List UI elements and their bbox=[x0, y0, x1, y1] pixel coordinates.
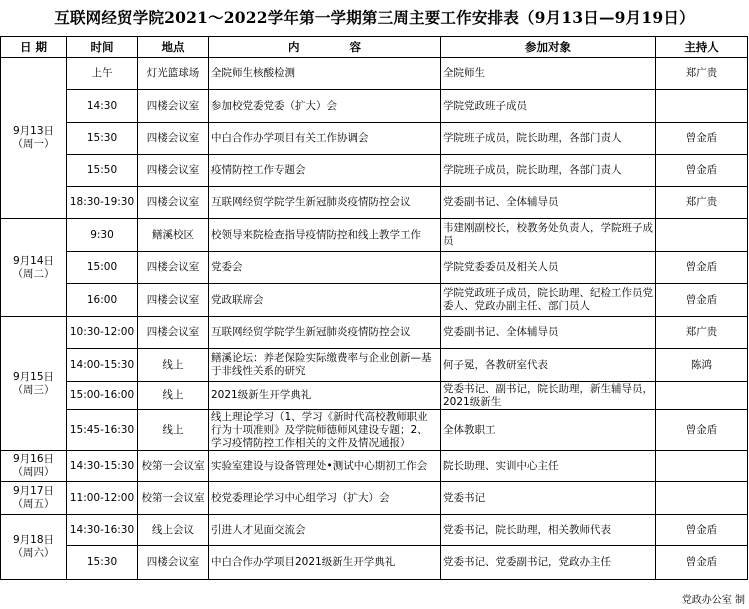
time-cell: 15:50 bbox=[67, 155, 138, 187]
host-cell: 陈鸿 bbox=[656, 349, 748, 382]
attendees-cell: 学院班子成员，院长助理，各部门责人 bbox=[441, 123, 656, 155]
host-cell: 曾金盾 bbox=[656, 410, 748, 451]
date-cell: 9月14日 （周二） bbox=[1, 219, 67, 317]
location-cell: 四楼会议室 bbox=[138, 155, 209, 187]
time-cell: 上午 bbox=[67, 58, 138, 90]
table-row bbox=[1, 349, 748, 382]
date-cell: 9月18日 （周六） bbox=[1, 515, 67, 580]
content-cell: 校党委理论学习中心组学习（扩大）会 bbox=[209, 482, 441, 515]
table-row bbox=[1, 123, 748, 155]
attendees-cell: 院长助理、实训中心主任 bbox=[441, 451, 656, 482]
time-cell: 15:00-16:00 bbox=[67, 382, 138, 410]
table-row bbox=[1, 317, 748, 349]
location-cell: 校第一会议室 bbox=[138, 482, 209, 515]
date-cell: 9月15日 （周三） bbox=[1, 317, 67, 451]
location-cell: 线上 bbox=[138, 382, 209, 410]
location-cell: 四楼会议室 bbox=[138, 123, 209, 155]
time-cell: 15:45-16:30 bbox=[67, 410, 138, 451]
attendees-cell: 全体教职工 bbox=[441, 410, 656, 451]
time-cell: 15:30 bbox=[67, 546, 138, 580]
time-cell: 15:00 bbox=[67, 252, 138, 284]
attendees-cell: 全院师生 bbox=[441, 58, 656, 90]
content-cell: 线上理论学习（1、学习《新时代高校教师职业行为十项准则》及学院师德师风建设专题；2、学习疫情防控工作相关的文件及情况通报） bbox=[209, 410, 441, 451]
host-cell: 郑广贵 bbox=[656, 187, 748, 219]
attendees-cell: 党委书记、党委副书记，党政办主任 bbox=[441, 546, 656, 580]
table-row bbox=[1, 515, 748, 546]
date-cell: 9月13日 （周一） bbox=[1, 58, 67, 219]
location-cell: 四楼会议室 bbox=[138, 546, 209, 580]
content-cell: 党委会 bbox=[209, 252, 441, 284]
attendees-cell: 党委书记、副书记，院长助理，新生辅导员，2021级新生 bbox=[441, 382, 656, 410]
location-cell: 线上会议 bbox=[138, 515, 209, 546]
location-cell: 线上 bbox=[138, 410, 209, 451]
table-row bbox=[1, 284, 748, 317]
time-cell: 14:30-15:30 bbox=[67, 451, 138, 482]
content-cell: 中白合作办学项目有关工作协调会 bbox=[209, 123, 441, 155]
content-cell: 鳝溪论坛：养老保险实际缴费率与企业创新—基于非线性关系的研究 bbox=[209, 349, 441, 382]
date-cell: 9月16日 （周四） bbox=[1, 451, 67, 482]
footer-note: 党政办公室 制 bbox=[681, 595, 745, 606]
host-cell: 曾金盾 bbox=[656, 284, 748, 317]
attendees-cell: 学院班子成员，院长助理，各部门责人 bbox=[441, 155, 656, 187]
table-row bbox=[1, 252, 748, 284]
attendees-cell: 党委书记 bbox=[441, 482, 656, 515]
content-cell: 中白合作办学项目2021级新生开学典礼 bbox=[209, 546, 441, 580]
time-cell: 16:00 bbox=[67, 284, 138, 317]
host-cell: 曾金盾 bbox=[656, 123, 748, 155]
header-time: 时间 bbox=[67, 37, 138, 58]
table-row bbox=[1, 187, 748, 219]
location-cell: 四楼会议室 bbox=[138, 284, 209, 317]
attendees-cell: 党委副书记、全体辅导员 bbox=[441, 317, 656, 349]
table-row bbox=[1, 155, 748, 187]
attendees-cell: 韦建刚副校长，校教务处负责人，学院班子成员 bbox=[441, 219, 656, 252]
attendees-cell: 学院党委委员及相关人员 bbox=[441, 252, 656, 284]
content-cell: 全院师生核酸检测 bbox=[209, 58, 441, 90]
table-row bbox=[1, 382, 748, 410]
schedule-table bbox=[0, 36, 748, 580]
time-cell: 11:00-12:00 bbox=[67, 482, 138, 515]
content-cell: 疫情防控工作专题会 bbox=[209, 155, 441, 187]
time-cell: 15:30 bbox=[67, 123, 138, 155]
content-cell: 校领导来院检查指导疫情防控和线上教学工作 bbox=[209, 219, 441, 252]
host-cell bbox=[656, 382, 748, 410]
host-cell: 曾金盾 bbox=[656, 515, 748, 546]
location-cell: 四楼会议室 bbox=[138, 187, 209, 219]
attendees-cell: 党委副书记、全体辅导员 bbox=[441, 187, 656, 219]
host-cell bbox=[656, 451, 748, 482]
attendees-cell: 何子冕，各教研室代表 bbox=[441, 349, 656, 382]
content-cell: 引进人才见面交流会 bbox=[209, 515, 441, 546]
content-cell: 互联网经贸学院学生新冠肺炎疫情防控会议 bbox=[209, 317, 441, 349]
location-cell: 四楼会议室 bbox=[138, 252, 209, 284]
header-location: 地点 bbox=[138, 37, 209, 58]
header-attendees: 参加对象 bbox=[441, 37, 656, 58]
host-cell bbox=[656, 219, 748, 252]
header-row bbox=[1, 37, 748, 58]
content-cell: 党政联席会 bbox=[209, 284, 441, 317]
schedule-body bbox=[1, 58, 748, 580]
table-row bbox=[1, 58, 748, 90]
location-cell: 灯光篮球场 bbox=[138, 58, 209, 90]
location-cell: 四楼会议室 bbox=[138, 90, 209, 123]
table-row bbox=[1, 451, 748, 482]
content-cell: 互联网经贸学院学生新冠肺炎疫情防控会议 bbox=[209, 187, 441, 219]
host-cell: 曾金盾 bbox=[656, 155, 748, 187]
time-cell: 9:30 bbox=[67, 219, 138, 252]
host-cell: 郑广贵 bbox=[656, 58, 748, 90]
attendees-cell: 党委书记，院长助理，相关教师代表 bbox=[441, 515, 656, 546]
time-cell: 14:00-15:30 bbox=[67, 349, 138, 382]
page-title: 互联网经贸学院2021～2022学年第一学期第三周主要工作安排表（9月13日—9月19日） bbox=[54, 8, 695, 27]
time-cell: 10:30-12:00 bbox=[67, 317, 138, 349]
content-cell: 参加校党委党委（扩大）会 bbox=[209, 90, 441, 123]
time-cell: 14:30 bbox=[67, 90, 138, 123]
host-cell: 曾金盾 bbox=[656, 252, 748, 284]
location-cell: 线上 bbox=[138, 349, 209, 382]
attendees-cell: 学院党政班子成员，院长助理、纪检工作员党委人、党政办副主任、部门员人 bbox=[441, 284, 656, 317]
location-cell: 校第一会议室 bbox=[138, 451, 209, 482]
time-cell: 18:30-19:30 bbox=[67, 187, 138, 219]
date-cell: 9月17日 （周五） bbox=[1, 482, 67, 515]
location-cell: 四楼会议室 bbox=[138, 317, 209, 349]
location-cell: 鳝溪校区 bbox=[138, 219, 209, 252]
table-row bbox=[1, 410, 748, 451]
host-cell: 曾金盾 bbox=[656, 546, 748, 580]
host-cell: 郑广贵 bbox=[656, 317, 748, 349]
header-date: 日 期 bbox=[1, 37, 67, 58]
content-cell: 实验室建设与设备管理处•测试中心期初工作会 bbox=[209, 451, 441, 482]
host-cell bbox=[656, 482, 748, 515]
table-row bbox=[1, 482, 748, 515]
host-cell bbox=[656, 90, 748, 123]
header-content: 内 容 bbox=[209, 37, 441, 58]
content-cell: 2021级新生开学典礼 bbox=[209, 382, 441, 410]
table-row bbox=[1, 90, 748, 123]
header-host: 主持人 bbox=[656, 37, 748, 58]
table-row bbox=[1, 219, 748, 252]
attendees-cell: 学院党政班子成员 bbox=[441, 90, 656, 123]
time-cell: 14:30-16:30 bbox=[67, 515, 138, 546]
table-row bbox=[1, 546, 748, 580]
